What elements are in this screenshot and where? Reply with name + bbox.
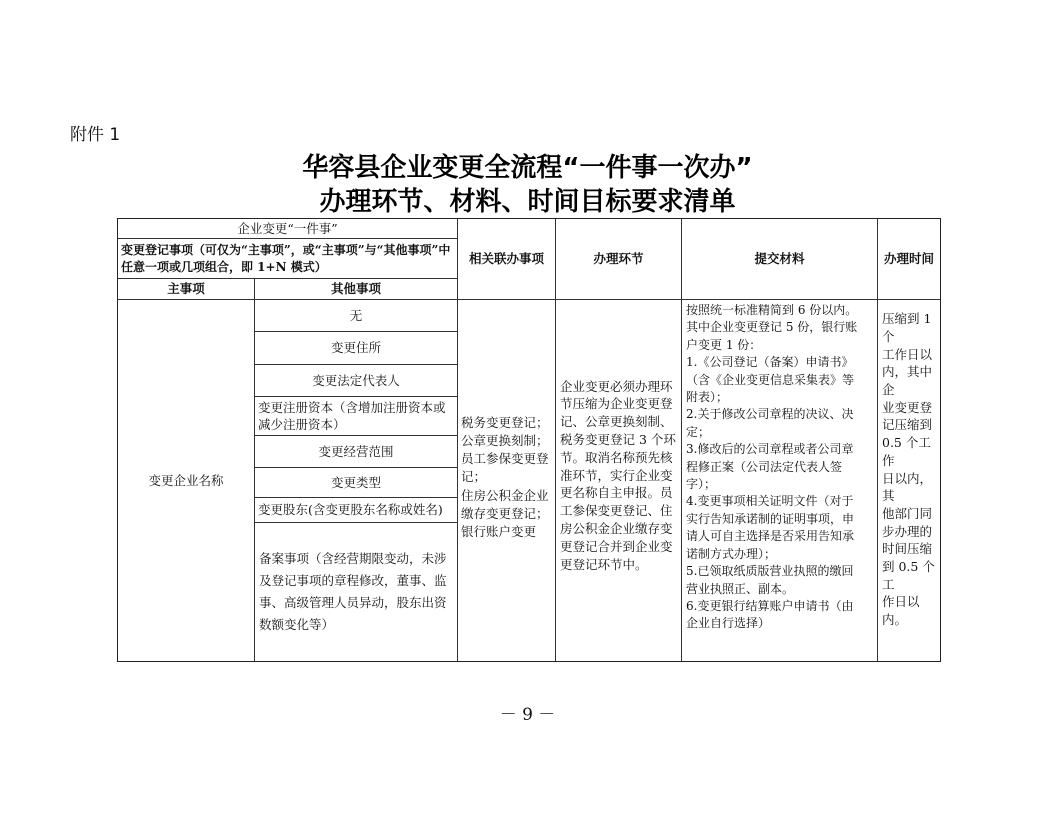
- requirements-table: [117, 218, 941, 662]
- main-header-cell: [118, 279, 255, 300]
- time-line: 压缩到 1 个: [882, 311, 932, 344]
- flow-line: 准环节，实行企业变: [560, 467, 673, 483]
- materials-line: 字）；: [686, 477, 717, 492]
- other-header: 其他事项: [330, 281, 381, 296]
- materials-line: 4.变更事项相关证明文件（对于: [686, 494, 854, 509]
- flow-line: 更登记合并到企业变: [560, 538, 673, 554]
- time-line: 步办理的: [882, 523, 933, 539]
- flow-line: 工参保变更登记、住: [560, 503, 673, 519]
- time-line: 工作日以: [882, 346, 933, 362]
- flow-header: 办理环节: [593, 251, 644, 266]
- flow-line: 房公积金企业缴存变: [560, 520, 673, 536]
- time-header: 办理时间: [883, 251, 934, 266]
- rule-text: 变更登记事项（可仅为“主事项”，或“主事项”与“其他事项”中任意一项或几项组合，即 1+N 模式）: [121, 242, 451, 274]
- time-line: 内，其中企: [882, 364, 933, 397]
- related-line: 税务变更登记；: [461, 414, 549, 430]
- other-item: [255, 436, 458, 468]
- materials-line: 其中企业变更登记 5 份，银行账: [686, 320, 858, 335]
- other-item-text: 变更股东(含变更股东名称或姓名): [258, 502, 443, 517]
- flow-line: 更名称自主申报。员: [560, 485, 673, 501]
- other-item-text: 变更法定代表人: [312, 372, 400, 388]
- other-item: [255, 397, 458, 436]
- materials-line: 1.《公司登记（备案）申请书》: [686, 355, 854, 370]
- related-line: 公章更换刻制；: [461, 432, 549, 448]
- materials-line: 户变更 1 份：: [686, 337, 762, 352]
- flow-line: 节。取消名称预先核: [560, 449, 673, 465]
- flow-line: 税务变更登记 3 个环: [560, 432, 676, 447]
- materials-line: 实行告知承诺制的证明事项，申: [686, 511, 855, 526]
- time-line: 时间压缩: [882, 541, 933, 557]
- related-line: 银行账户变更: [461, 524, 537, 539]
- other-item-text: 变更注册资本（含增加注册资本或减少注册资本）: [258, 400, 446, 432]
- main-item: 变更企业名称: [148, 472, 224, 488]
- other-item: [255, 365, 458, 397]
- time-header-cell: [878, 219, 940, 300]
- materials-cell: [682, 300, 878, 661]
- other-item-text: 变更住所: [330, 340, 381, 355]
- flow-cell: [556, 300, 682, 661]
- flow-line: 企业变更必须办理环: [560, 378, 673, 394]
- materials-line: 程修正案（公司法定代表人签: [686, 459, 843, 474]
- related-line: 住房公积金企业: [461, 487, 549, 503]
- other-item: [255, 300, 458, 332]
- page-number: － 9 －: [499, 705, 556, 725]
- materials-line: 3.修改后的公司章程或者公司章: [686, 442, 854, 457]
- other-item-text: 无: [349, 307, 363, 323]
- related-header-cell: [458, 219, 556, 300]
- time-line: 作日以内。: [882, 594, 920, 628]
- materials-header: 提交材料: [754, 251, 805, 266]
- related-line: 缴存变更登记；: [461, 505, 549, 521]
- related-header: 相关联办事项: [468, 251, 544, 266]
- flow-line: 记、公章更换刻制、: [560, 414, 673, 430]
- other-item: [255, 468, 458, 498]
- rule-cell: [118, 239, 458, 279]
- time-line: 0.5 个工作: [882, 435, 931, 468]
- time-line: 业变更登: [882, 399, 933, 415]
- time-cell: [878, 300, 940, 661]
- annex-label: 附件 1: [70, 125, 121, 145]
- related-cell: [458, 300, 556, 661]
- flow-line: 更登记环节中。: [560, 556, 648, 572]
- other-header-cell: [255, 279, 458, 300]
- document-title-line1: 华容县企业变更全流程“一件事一次办”: [302, 153, 753, 183]
- materials-line: 企业自行选择）: [686, 616, 771, 631]
- other-item-text: 变更类型: [330, 474, 381, 490]
- flow-header-cell: [556, 219, 682, 300]
- other-item: [255, 498, 458, 523]
- time-line: 他部门同: [882, 505, 933, 521]
- time-line: 日以内，其: [882, 470, 933, 504]
- group-header: 企业变更“一件事”: [237, 220, 338, 236]
- other-item-text: 变更经营范围: [318, 443, 394, 459]
- flow-line: 节压缩为企业变更登: [560, 396, 673, 412]
- document-title-line2: 办理环节、材料、时间目标要求清单: [319, 187, 736, 217]
- materials-line: 2.关于修改公司章程的决议、决: [686, 407, 854, 422]
- materials-line: 附表）；: [686, 390, 729, 405]
- other-item-text: 备案事项（含经营期限变动，未涉及登记事项的章程修改，董事、监事、高级管理人员异动，股东出资数额变化等）: [259, 551, 447, 632]
- time-line: 记压缩到: [882, 417, 933, 433]
- main-header: 主事项: [167, 281, 205, 296]
- materials-line: 诺制方式办理）；: [686, 546, 777, 561]
- related-line: 记；: [461, 469, 487, 485]
- materials-line: 请人可自主选择是否采用告知承: [686, 529, 855, 544]
- time-line: 到 0.5 个工: [882, 559, 935, 592]
- materials-line: （含《企业变更信息采集表》等: [686, 372, 855, 387]
- other-item: [255, 523, 458, 661]
- materials-line: 5.已领取纸质版营业执照的缴回: [686, 564, 854, 579]
- related-line: 员工参保变更登: [461, 451, 549, 467]
- materials-header-cell: [682, 219, 878, 300]
- materials-line: 6.变更银行结算账户申请书（由: [686, 598, 854, 613]
- materials-line: 定；: [686, 424, 711, 439]
- materials-line: 按照统一标准精简到 6 份以内。: [686, 303, 858, 317]
- group-header-cell: [118, 219, 458, 239]
- main-item-cell: [118, 300, 255, 661]
- other-item: [255, 332, 458, 365]
- materials-line: 营业执照正、副本。: [686, 581, 795, 596]
